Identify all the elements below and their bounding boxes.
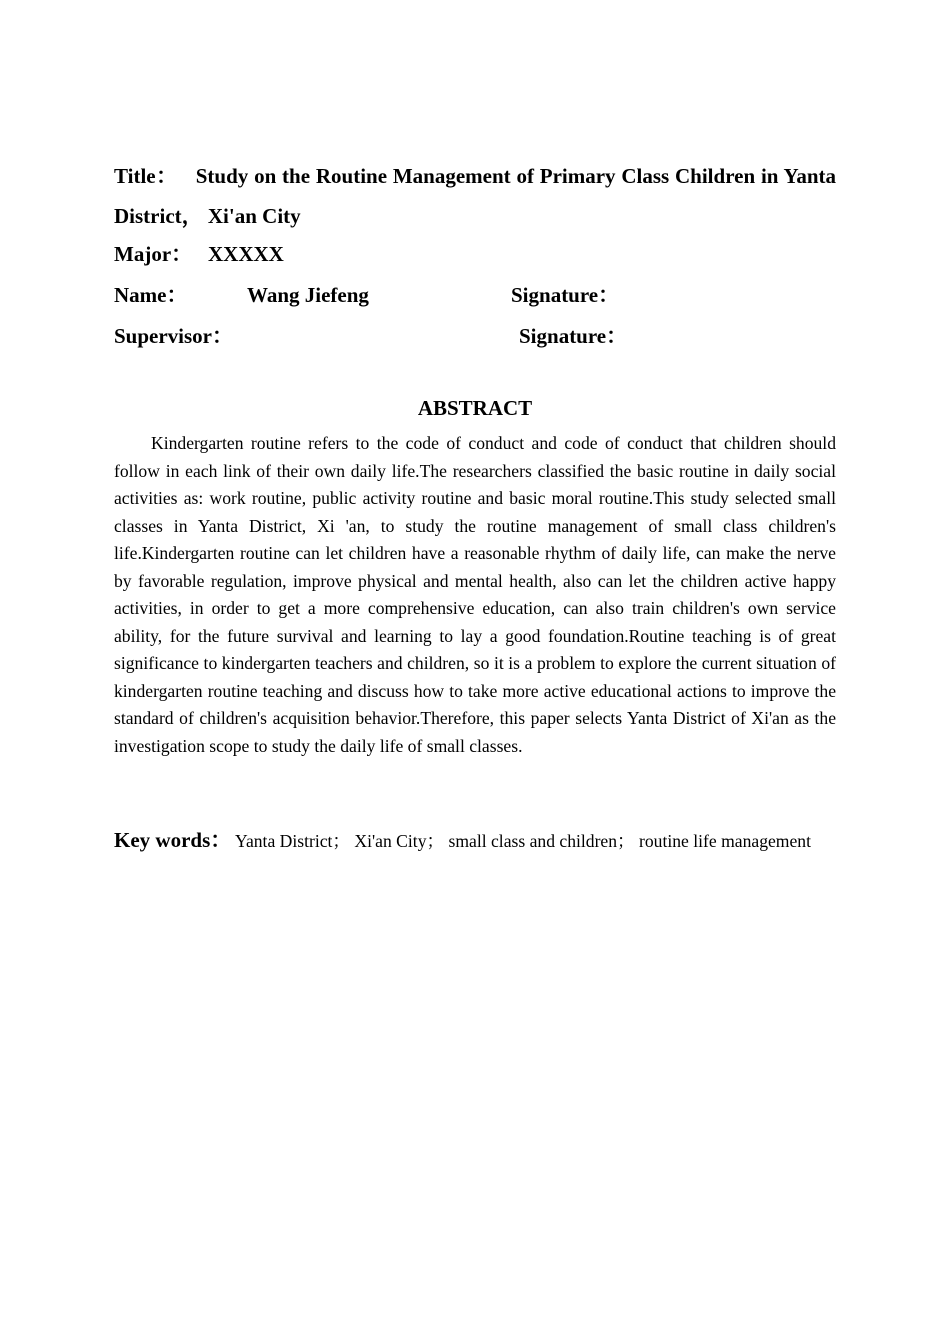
name-label: Name： xyxy=(114,283,188,307)
name-value: Wang Jiefeng xyxy=(247,283,369,307)
keywords-label: Key words： xyxy=(114,828,232,852)
abstract-heading: ABSTRACT xyxy=(417,396,533,420)
abstract-body: Kindergarten routine refers to the code of conduct and code of conduct that children should follow in each link of their own daily life.The researchers classified the basic routine in daily social activities as: work routine, public activity routine and basic moral routine.This study selected small classes in Yanta District, Xi 'an, to study the routine management of small class children's life.Kindergarten routine can let children have a reasonable rhythm of daily life, can make the nerve by favorable regulation, improve physical and mental health, also can let the children active happy activities, in order to get a more comprehensive education, can also train children's own service ability, for the future survival and learning to lay a good foundation.Routine teaching is of great significance to kindergarten teachers and children, so it is a problem to explore the current situation of kindergarten routine teaching and discuss how to take more active educational actions to improve the standard of children's acquisition behavior.Therefore, this paper selects Yanta District of Xi'an as the investigation scope to study the daily life of small classes. xyxy=(114,433,836,756)
title-label: Title： xyxy=(114,164,178,188)
keywords-text: Yanta District； Xi'an City； small class and children； routine life management xyxy=(235,831,811,851)
major-label: Major： xyxy=(114,242,193,266)
supervisor-label: Supervisor： xyxy=(114,324,234,348)
thesis-title xyxy=(114,156,836,236)
major-value: XXXXX xyxy=(208,242,284,266)
title-text: Study on the Routine Management of Primary Class Children in Yanta District， Xi'an City xyxy=(114,164,836,228)
student-signature-label: Signature： xyxy=(511,283,620,307)
supervisor-signature-label: Signature： xyxy=(519,324,628,348)
keywords-paragraph xyxy=(114,818,836,864)
